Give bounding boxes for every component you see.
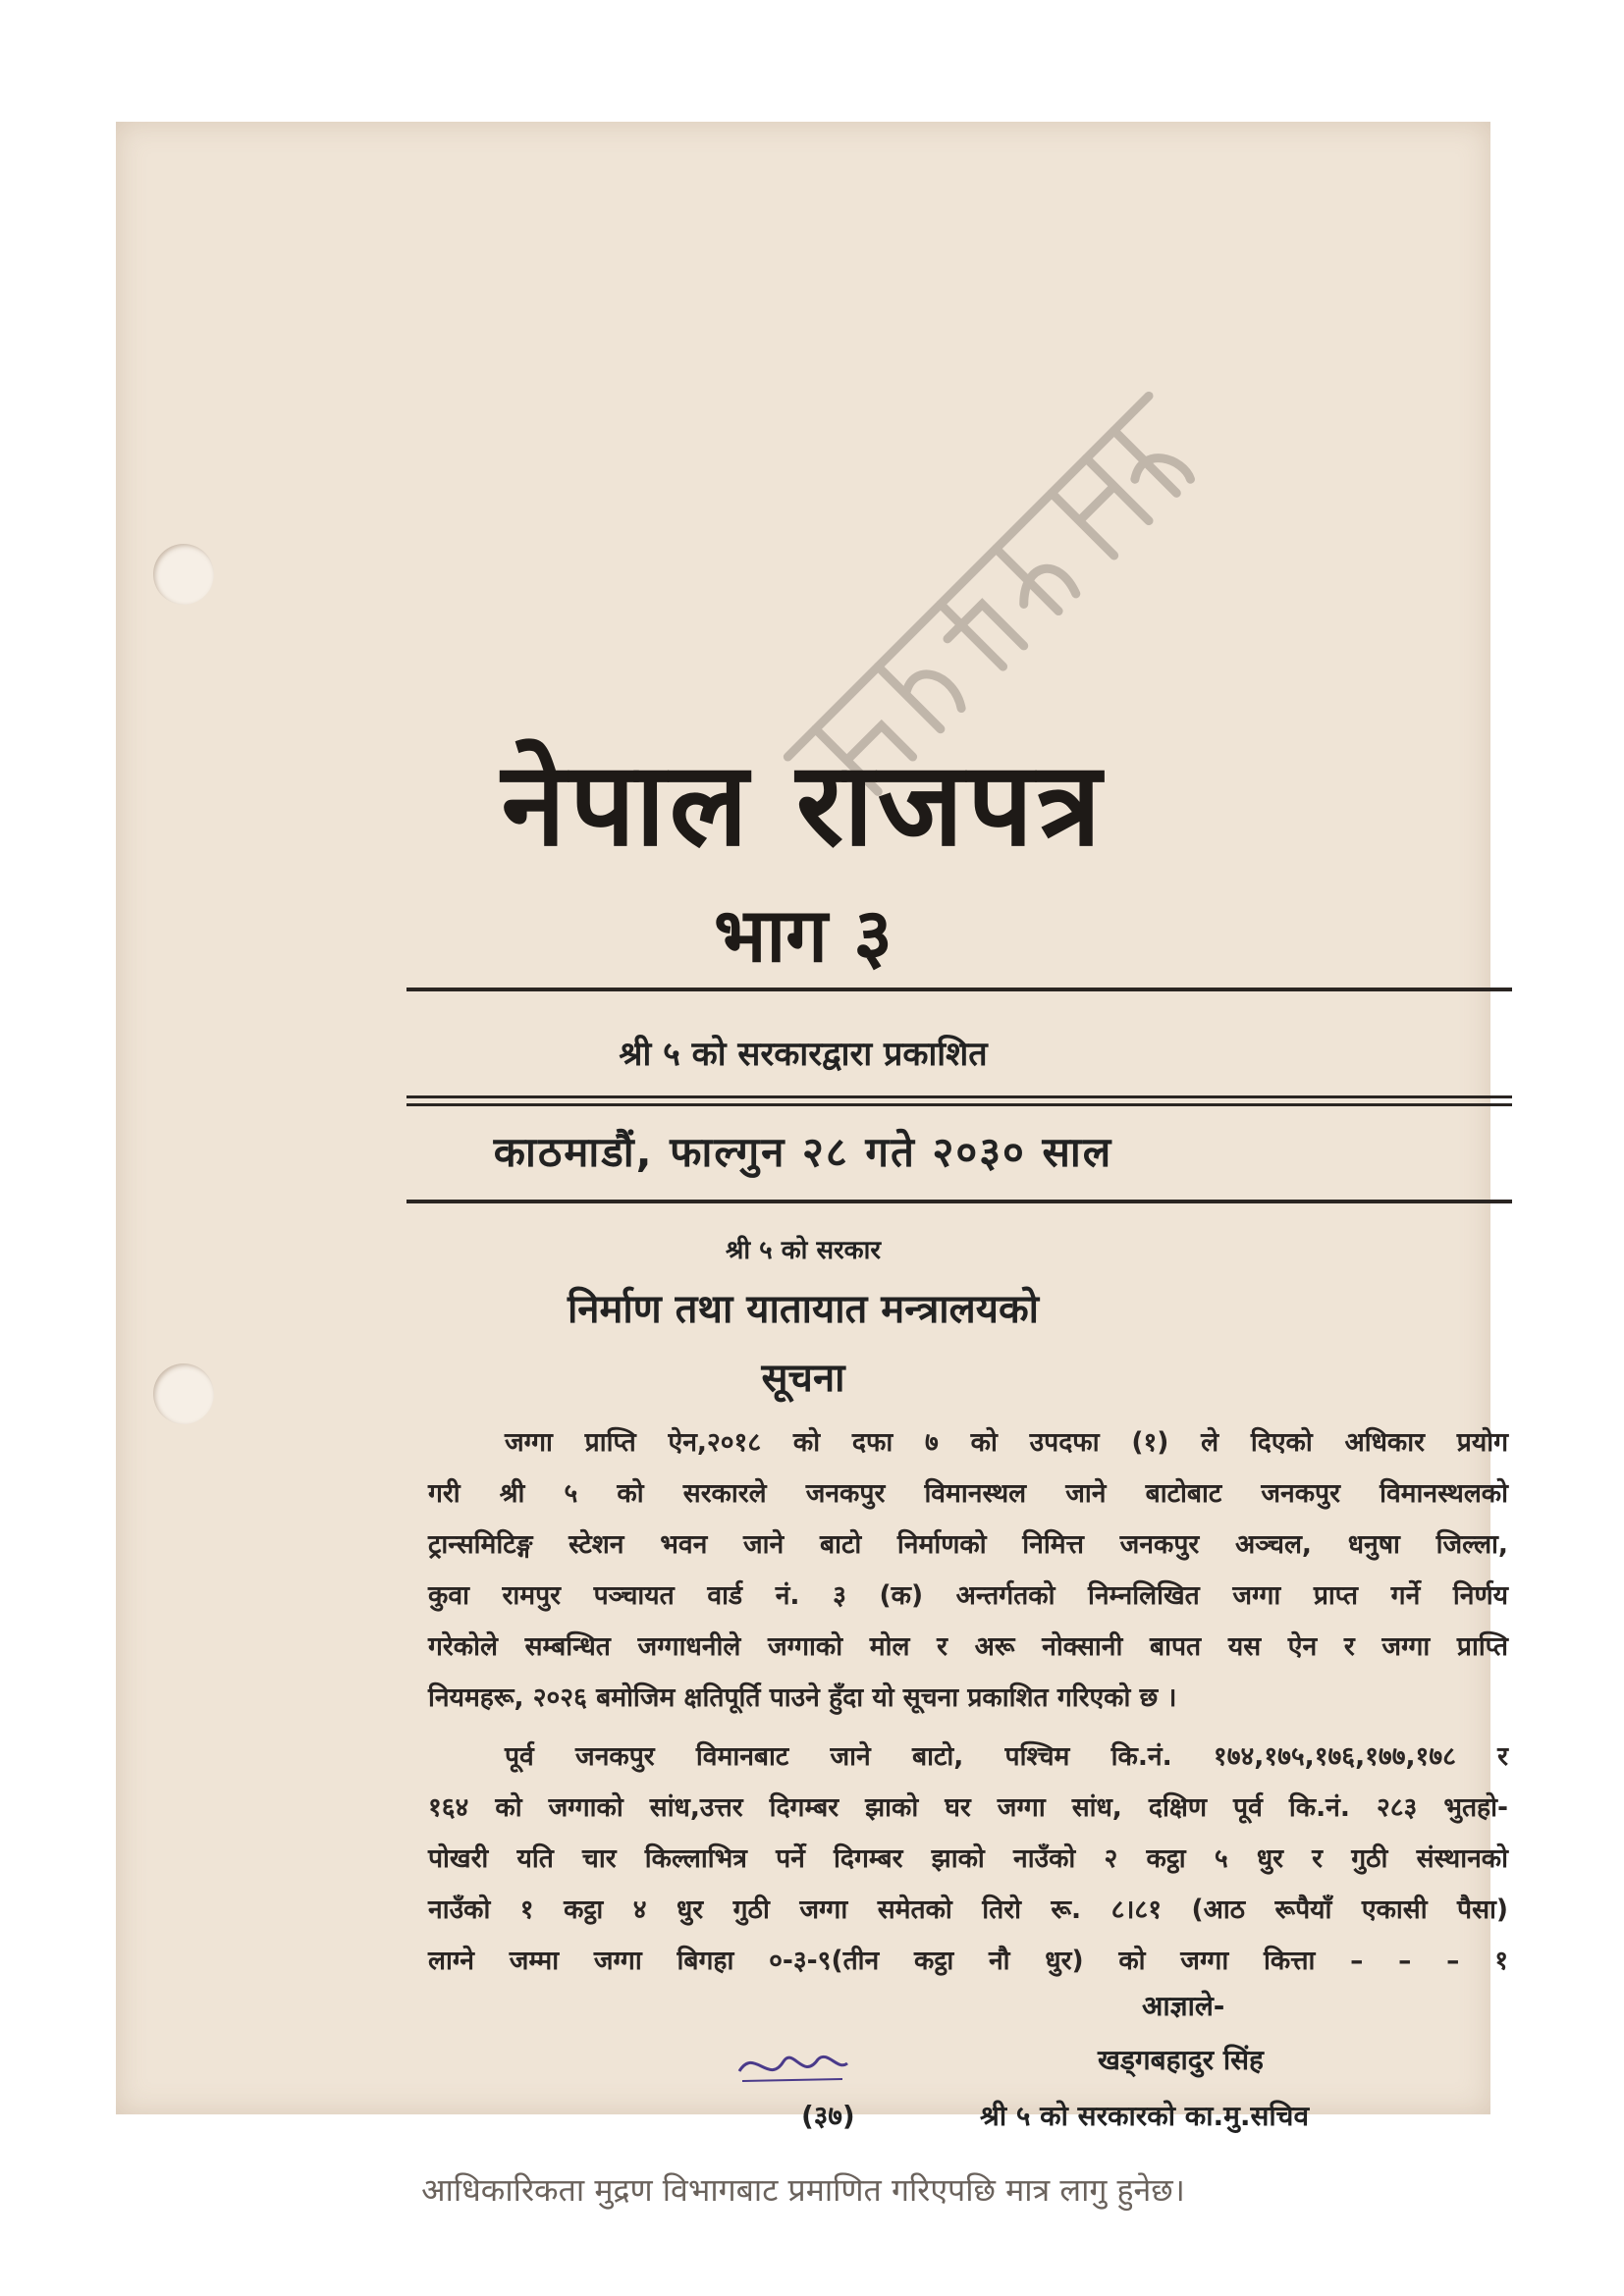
paragraph-line: पोखरी यति चार किल्लाभित्र पर्ने दिगम्बर झाको नाउँको २ कट्ठा ५ धुर र गुठी संस्थानको xyxy=(428,1843,1508,1874)
paragraph-line: जग्गा प्राप्ति ऐन,२०१८ को दफा ७ को उपदफा (१) ले दिएको अधिकार प्रयोग xyxy=(505,1427,1508,1458)
paragraph-line: १६४ को जग्गाको सांध,उत्तर दिगम्बर झाको घर जग्गा सांध, दक्षिण पूर्व कि.नं. २८३ भुतहो- xyxy=(428,1792,1508,1823)
order-by-label: आज्ञाले- xyxy=(1142,1990,1225,2022)
authentication-footer: आधिकारिकता मुद्रण विभागबाट प्रमाणित गरिएपछि मात्र लागु हुनेछ। xyxy=(421,2171,1185,2209)
gazette-part: भाग ३ xyxy=(714,891,893,979)
divider xyxy=(406,1103,1512,1106)
notice-heading: सूचना xyxy=(761,1356,845,1401)
notice-paragraph-2 xyxy=(428,1732,1508,1987)
paragraph-line: गरी श्री ५ को सरकारले जनकपुर विमानस्थल जाने बाटोबाट जनकपुर विमानस्थलको xyxy=(428,1478,1508,1509)
paragraph-line: लाग्ने जम्मा जग्गा बिगहा ०-३-९(तीन कट्ठा नौ धुर) को जग्गा कित्ता – – – १ xyxy=(428,1946,1508,1976)
paragraph-line: कुवा रामपुर पञ्चायत वार्ड नं. ३ (क) अन्तर्गतको निम्नलिखित जग्गा प्राप्त गर्ने निर्णय xyxy=(428,1580,1508,1611)
published-by: श्री ५ को सरकारद्वारा प्रकाशित xyxy=(619,1035,988,1074)
divider xyxy=(406,988,1512,991)
paragraph-line: नाउँको १ कट्ठा ४ धुर गुठी जग्गा समेतको तिरो रू. ८।८१ (आठ रूपैयाँ एकासी पैसा) xyxy=(428,1895,1508,1925)
notice-paragraph-1 xyxy=(428,1417,1508,1724)
divider xyxy=(406,1200,1512,1203)
paragraph-line: नियमहरू, २०२६ बमोजिम क्षतिपूर्ति पाउने हुँदा यो सूचना प्रकाशित गरिएको छ । xyxy=(428,1682,1177,1713)
page-number: (३७) xyxy=(801,2100,855,2132)
paragraph-line: पूर्व जनकपुर विमानबाट जाने बाटो, पश्चिम कि.नं. १७४,१७५,१७६,१७७,१७८ र xyxy=(505,1741,1508,1772)
gazette-title: नेपाल राजपत्र xyxy=(501,736,1106,872)
paragraph-line: ट्रान्समिटिङ्ग स्टेशन भवन जाने बाटो निर्माणको निमित्त जनकपुर अञ्चल, धनुषा जिल्ला, xyxy=(428,1529,1508,1560)
signatory-name: खड्गबहादुर सिंह xyxy=(1098,2044,1264,2076)
dateline: काठमाडौं, फाल्गुन २८ गते २०३० साल xyxy=(493,1128,1113,1176)
divider xyxy=(406,1095,1512,1098)
signatory-title: श्री ५ को सरकारको का.मु.सचिव xyxy=(980,2100,1310,2132)
government-heading: श्री ५ को सरकार xyxy=(725,1236,882,1265)
gazette-page xyxy=(116,122,1508,2209)
handwritten-mark xyxy=(734,2042,852,2101)
punch-hole xyxy=(153,544,214,605)
ministry-heading: निर्माण तथा यातायात मन्त्रालयको xyxy=(567,1287,1040,1332)
paragraph-line: गरेकोले सम्बन्धित जग्गाधनीले जग्गाको मोल र अरू नोक्सानी बापत यस ऐन र जग्गा प्राप्ति xyxy=(428,1631,1508,1662)
